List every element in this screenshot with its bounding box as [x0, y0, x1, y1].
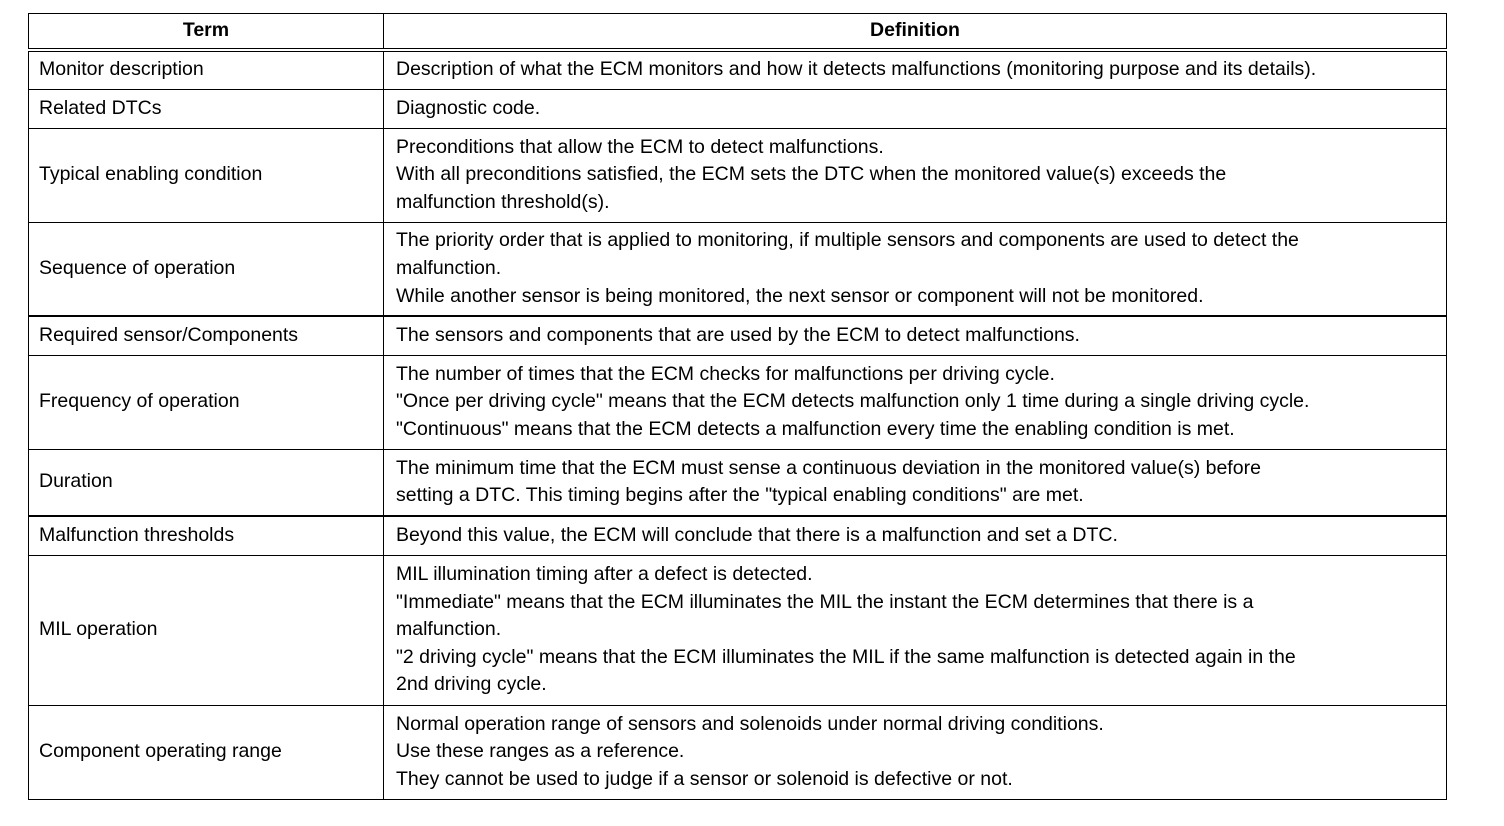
table-row [29, 516, 1447, 555]
term-cell: Related DTCs [29, 89, 384, 128]
term-cell: Malfunction thresholds [29, 516, 384, 555]
table-row [29, 50, 1447, 89]
definition-line: "Once per driving cycle" means that the ECM detects malfunction only 1 time during a single driving cycle. [396, 390, 1310, 413]
terms-table [28, 13, 1447, 800]
definition-line: While another sensor is being monitored, the next sensor or component will not be monitored. [396, 284, 1204, 307]
table-row [29, 449, 1447, 516]
header-row [29, 14, 1447, 51]
definition-cell [384, 449, 1447, 516]
term-cell: Typical enabling condition [29, 128, 384, 222]
definition-cell [384, 222, 1447, 316]
term-cell: Sequence of operation [29, 222, 384, 316]
definition-line: Preconditions that allow the ECM to detect malfunctions. [396, 135, 884, 158]
definition-line: They cannot be used to judge if a sensor or solenoid is defective or not. [396, 767, 1013, 790]
definition-line: malfunction. [396, 256, 502, 279]
definition-cell [384, 555, 1447, 705]
table-row [29, 89, 1447, 128]
definition-line: Description of what the ECM monitors and how it detects malfunctions (monitoring purpose and its details). [396, 58, 1317, 81]
table-row [29, 355, 1447, 449]
definition-line: With all preconditions satisfied, the ECM sets the DTC when the monitored value(s) exceeds the [396, 163, 1227, 186]
definition-line: The minimum time that the ECM must sense a continuous deviation in the monitored value(s) before [396, 456, 1261, 479]
table-row [29, 128, 1447, 222]
definition-cell [384, 128, 1447, 222]
definition-cell [384, 316, 1447, 355]
definition-line: The sensors and components that are used by the ECM to detect malfunctions. [396, 323, 1080, 346]
table-row [29, 316, 1447, 355]
term-cell: Component operating range [29, 705, 384, 799]
definition-cell [384, 89, 1447, 128]
term-cell: MIL operation [29, 555, 384, 705]
definition-cell [384, 516, 1447, 555]
definition-line: Diagnostic code. [396, 96, 541, 119]
table-row [29, 555, 1447, 705]
definition-cell [384, 705, 1447, 799]
definition-cell [384, 50, 1447, 89]
definition-line: Beyond this value, the ECM will conclude that there is a malfunction and set a DTC. [396, 523, 1118, 546]
definition-line: "Continuous" means that the ECM detects a malfunction every time the enabling condition is met. [396, 417, 1235, 440]
definition-line: setting a DTC. This timing begins after the "typical enabling conditions" are met. [396, 484, 1084, 507]
definition-line: Normal operation range of sensors and solenoids under normal driving conditions. [396, 712, 1104, 735]
term-cell: Required sensor/Components [29, 316, 384, 355]
term-cell: Frequency of operation [29, 355, 384, 449]
term-cell: Monitor description [29, 50, 384, 89]
table-row [29, 705, 1447, 799]
term-column-header: Term [29, 14, 384, 51]
definition-line: malfunction threshold(s). [396, 190, 610, 213]
table-row [29, 222, 1447, 316]
definition-line: "Immediate" means that the ECM illuminates the MIL the instant the ECM determines that there is a [396, 590, 1254, 613]
definition-line: The priority order that is applied to monitoring, if multiple sensors and components are used to detect the [396, 229, 1299, 252]
definition-line: malfunction. [396, 618, 502, 641]
definition-line: MIL illumination timing after a defect is detected. [396, 563, 813, 586]
term-cell: Duration [29, 449, 384, 516]
definition-line: The number of times that the ECM checks for malfunctions per driving cycle. [396, 362, 1055, 385]
definition-cell [384, 355, 1447, 449]
definition-line: "2 driving cycle" means that the ECM illuminates the MIL if the same malfunction is detected again in the [396, 645, 1296, 668]
definition-line: Use these ranges as a reference. [396, 740, 685, 763]
definition-column-header: Definition [384, 14, 1447, 51]
definition-line: 2nd driving cycle. [396, 673, 547, 696]
